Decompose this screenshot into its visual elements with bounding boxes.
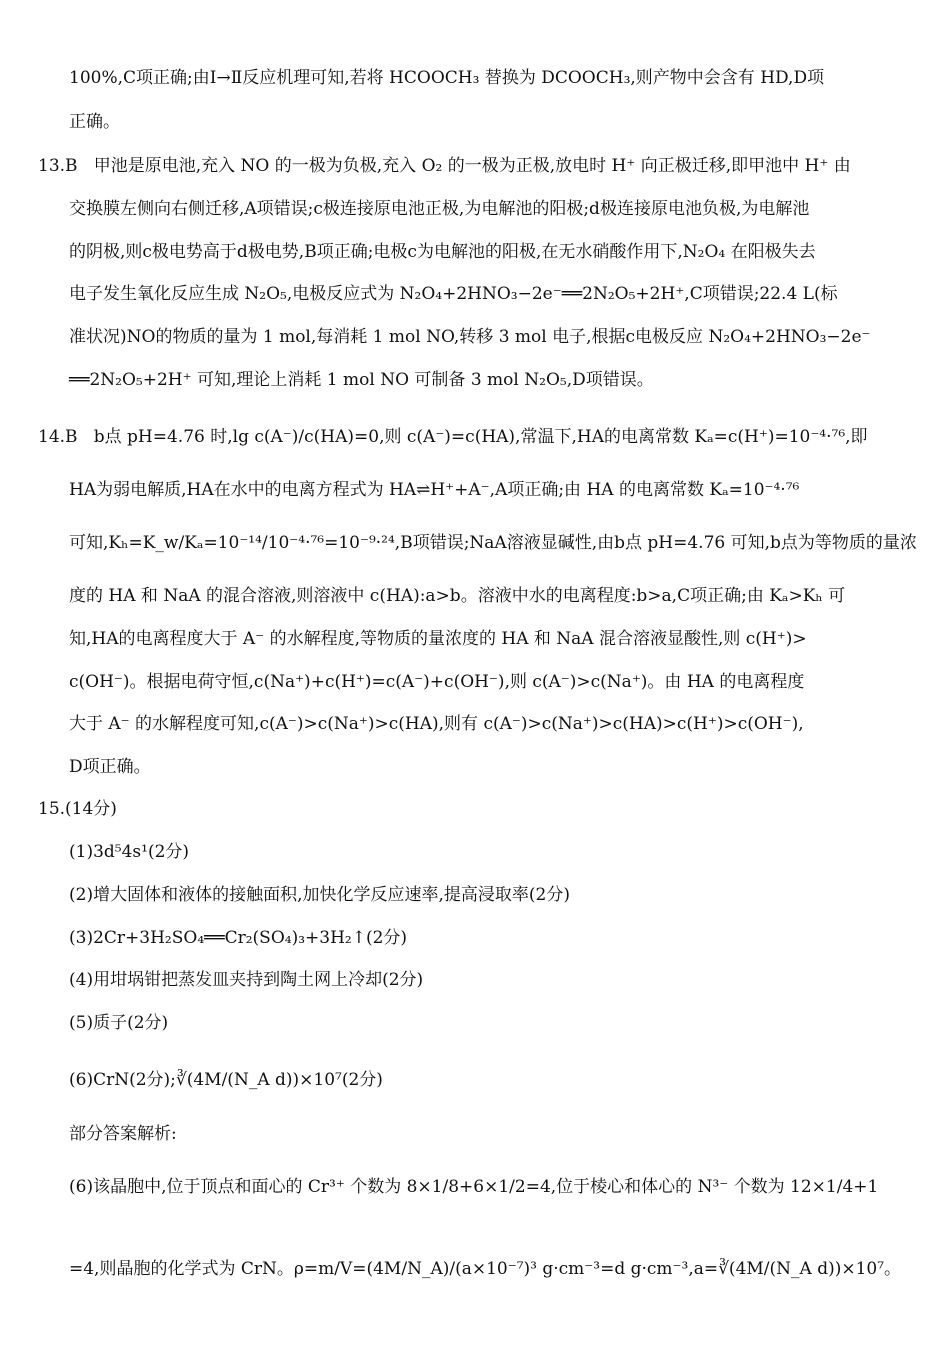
- text-line: 度的 HA 和 NaA 的混合溶液,则溶液中 c(HA):a>b。溶液中水的电离程度:b>a,C项正确;由 Kₐ>Kₕ 可: [69, 586, 846, 606]
- answer-line: (1)3d⁵4s¹(2分): [69, 842, 190, 862]
- text-line: 甲池是原电池,充入 NO 的一极为负极,充入 O₂ 的一极为正极,放电时 H⁺ 向正极迁移,即甲池中 H⁺ 由: [93, 156, 851, 176]
- answer-line: (3)2Cr+3H₂SO₄══Cr₂(SO₄)₃+3H₂↑(2分): [69, 928, 408, 948]
- answer-line: (5)质子(2分): [69, 1013, 169, 1033]
- explanation-line: (6)该晶胞中,位于顶点和面心的 Cr³⁺ 个数为 8×1/8+6×1/2=4,位于棱心和体心的 N³⁻ 个数为 12×1/4+1: [69, 1177, 879, 1197]
- question-13-line: [38, 154, 851, 178]
- explanation-line: =4,则晶胞的化学式为 CrN。ρ=m/V=(4M/N_A)/(a×10⁻⁷)³ g·cm⁻³=d g·cm⁻³,a=∛(4M/(N_A d))×10⁷。: [69, 1259, 902, 1279]
- text-line: 可知,Kₕ=K_w/Kₐ=10⁻¹⁴/10⁻⁴·⁷⁶=10⁻⁹·²⁴,B项错误;NaA溶液显碱性,由b点 pH=4.76 可知,b点为等物质的量浓: [69, 533, 917, 553]
- text-line: 大于 A⁻ 的水解程度可知,c(A⁻)>c(Na⁺)>c(HA),则有 c(A⁻)>c(Na⁺)>c(HA)>c(H⁺)>c(OH⁻),: [69, 714, 804, 734]
- text-line: b点 pH=4.76 时,lg c(A⁻)/c(HA)=0,则 c(A⁻)=c(HA),常温下,HA的电离常数 Kₐ=c(H⁺)=10⁻⁴·⁷⁶,即: [93, 427, 868, 447]
- text-line: 电子发生氧化反应生成 N₂O₅,电极反应式为 N₂O₄+2HNO₃−2e⁻══2N₂O₅+2H⁺,C项错误;22.4 L(标: [69, 284, 838, 304]
- text-line: 正确。: [69, 112, 120, 132]
- question-label: 13.B: [38, 156, 78, 176]
- question-15-label: 15.(14分): [38, 799, 117, 819]
- analysis-title: 部分答案解析:: [69, 1124, 177, 1144]
- text-line: c(OH⁻)。根据电荷守恒,c(Na⁺)+c(H⁺)=c(A⁻)+c(OH⁻),则 c(A⁻)>c(Na⁺)。由 HA 的电离程度: [69, 672, 805, 692]
- answer-line: (6)CrN(2分);∛(4M/(N_A d))×10⁷(2分): [69, 1070, 383, 1090]
- text-line: 100%,C项正确;由Ⅰ→Ⅱ反应机理可知,若将 HCOOCH₃ 替换为 DCOOCH₃,则产物中会含有 HD,D项: [69, 68, 825, 88]
- text-line: 准状况)NO的物质的量为 1 mol,每消耗 1 mol NO,转移 3 mol 电子,根据c电极反应 N₂O₄+2HNO₃−2e⁻: [69, 327, 871, 347]
- text-line: ══2N₂O₅+2H⁺ 可知,理论上消耗 1 mol NO 可制备 3 mol N₂O₅,D项错误。: [69, 370, 654, 390]
- question-14-line: [38, 425, 868, 449]
- text-line: 交换膜左侧向右侧迁移,A项错误;c极连接原电池正极,为电解池的阳极;d极连接原电池负极,为电解池: [69, 199, 810, 219]
- text-line: D项正确。: [69, 757, 151, 777]
- text-line: HA为弱电解质,HA在水中的电离方程式为 HA⇌H⁺+A⁻,A项正确;由 HA 的电离常数 Kₐ=10⁻⁴·⁷⁶: [69, 480, 800, 500]
- question-label: 14.B: [38, 427, 78, 447]
- text-line: 知,HA的电离程度大于 A⁻ 的水解程度,等物质的量浓度的 HA 和 NaA 混合溶液显酸性,则 c(H⁺)>: [69, 629, 807, 649]
- answer-line: (4)用坩埚钳把蒸发皿夹持到陶土网上冷却(2分): [69, 970, 424, 990]
- answer-line: (2)增大固体和液体的接触面积,加快化学反应速率,提高浸取率(2分): [69, 885, 570, 905]
- text-line: 的阴极,则c极电势高于d极电势,B项正确;电极c为电解池的阳极,在无水硝酸作用下,N₂O₄ 在阳极失去: [69, 242, 816, 262]
